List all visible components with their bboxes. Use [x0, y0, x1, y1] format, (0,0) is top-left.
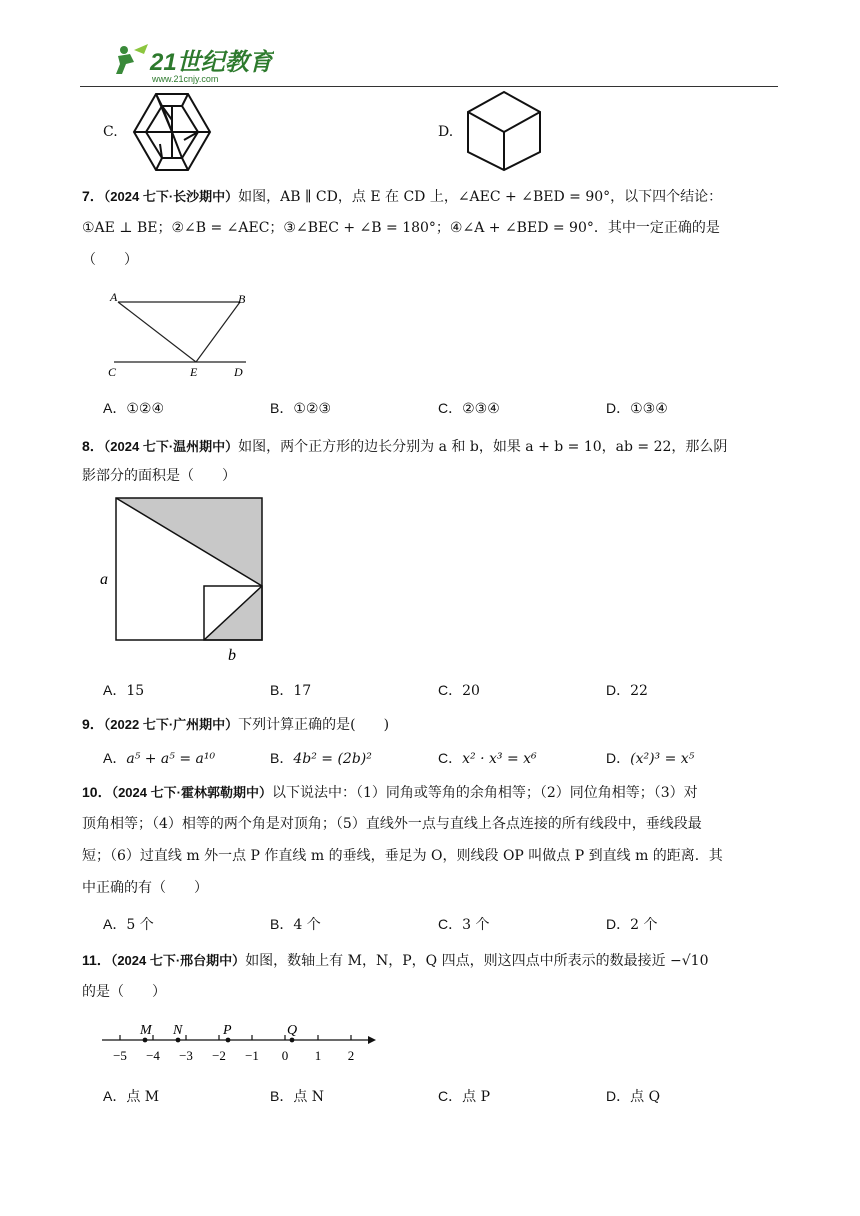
q10-option-c-text: 3 个 — [462, 917, 490, 933]
q8-label-b: b — [228, 647, 236, 664]
page-header — [80, 38, 780, 88]
q10-option-a-label: A． — [103, 916, 127, 932]
q7-label-a: A — [110, 290, 118, 304]
q10-option-a — [103, 914, 154, 935]
q9-option-c-label: C． — [438, 750, 463, 766]
q10-stem-1: 以下说法中：（1）同角或等角的余角相等；（2）同位角相等；（3）对 — [271, 785, 698, 801]
q11-number: 11． — [82, 952, 111, 968]
q8-option-b-label: B． — [270, 682, 294, 698]
q7-option-c-text: ②③④ — [462, 401, 500, 417]
q11-point-n — [176, 1038, 181, 1043]
q7-option-b-text: ①②③ — [293, 401, 331, 417]
q7-option-a-label: A． — [103, 400, 127, 416]
q7-label-d: D — [234, 365, 243, 379]
q8-option-a-label: A． — [103, 682, 127, 698]
q7-option-d-text: ①③④ — [630, 401, 668, 417]
q6-option-c-label: C. — [103, 124, 118, 140]
q6-option-d-label: D. — [438, 124, 454, 140]
q8-option-c — [438, 680, 480, 701]
q11-option-a — [103, 1086, 159, 1107]
q11-tick-neg2: −2 — [212, 1048, 226, 1063]
q11-label-p: P — [223, 1023, 232, 1038]
q8-option-c-label: C． — [438, 682, 463, 698]
q9-option-d-text: (x²)³ = x⁵ — [630, 751, 695, 767]
q10-option-d-label: D． — [606, 916, 631, 932]
q9-option-b-text: 4b² = (2b)² — [293, 751, 372, 767]
q11-option-d-label: D． — [606, 1088, 631, 1104]
q10-source: （2024 七下·霍林郭勒期中） — [111, 785, 272, 800]
q10-option-c — [438, 914, 489, 935]
q10-option-a-text: 5 个 — [126, 917, 154, 933]
q10-option-d — [606, 914, 657, 935]
q11-label-n: N — [173, 1023, 183, 1038]
q8-option-b-text: 17 — [293, 683, 312, 699]
q9-option-b-label: B． — [270, 750, 294, 766]
q11-tick-neg3: −3 — [179, 1048, 193, 1063]
logo-icon — [104, 40, 274, 86]
q11-option-b-label: B． — [270, 1088, 294, 1104]
q7-option-a — [103, 398, 164, 419]
q11-option-d — [606, 1086, 660, 1107]
q11-option-b-text: 点 N — [293, 1089, 325, 1105]
q11-label-m: M — [140, 1023, 152, 1038]
q11-option-c-text: 点 P — [462, 1089, 490, 1105]
q7-stem-3: （ ） — [82, 252, 138, 268]
q7-line-1 — [82, 186, 722, 207]
q10-number: 10． — [82, 784, 112, 800]
q11-option-a-text: 点 M — [126, 1089, 160, 1105]
q8-figure — [96, 494, 272, 666]
q9-option-c — [438, 748, 537, 769]
q7-source: （2024 七下·长沙期中） — [103, 189, 239, 204]
q11-tick-neg5: −5 — [113, 1048, 127, 1063]
q9-option-d — [606, 748, 694, 769]
q6-option-c-figure — [132, 92, 212, 172]
q7-option-d — [606, 398, 668, 419]
q11-point-q — [290, 1038, 295, 1043]
q10-option-d-text: 2 个 — [630, 917, 658, 933]
q8-stem-1: 如图，两个正方形的边长分别为 a 和 b，如果 a + b = 10，ab = 22，那么阴 — [238, 439, 728, 455]
q7-stem-2: ①AE ⊥ BE；②∠B = ∠AEC；③∠BEC + ∠B = 180°；④∠A + ∠BED = 90°．其中一定正确的是 — [82, 220, 720, 236]
q8-number: 8． — [82, 438, 104, 454]
q10-stem-4: 中正确的有（ ） — [82, 880, 208, 896]
q11-number-line — [96, 1016, 386, 1068]
q9-option-d-label: D． — [606, 750, 631, 766]
q8-option-d-label: D． — [606, 682, 631, 698]
q9-line-1 — [82, 714, 389, 735]
q7-number: 7． — [82, 188, 104, 204]
q10-option-c-label: C． — [438, 916, 463, 932]
q7-option-c — [438, 398, 500, 419]
q8-option-d-text: 22 — [630, 683, 648, 699]
q7-figure — [104, 290, 254, 382]
q8-line-1 — [82, 436, 727, 457]
logo-sub-text: www.21cnjy.com — [152, 74, 219, 84]
q10-stem-2: 顶角相等；（4）相等的两个角是对顶角；（5）直线外一点与直线上各点连接的所有线段中，垂线段最 — [82, 816, 702, 832]
q11-point-m — [143, 1038, 148, 1043]
q11-option-c-label: C． — [438, 1088, 463, 1104]
q11-label-q: Q — [287, 1023, 298, 1038]
q8-option-a — [103, 680, 144, 701]
q11-option-d-text: 点 Q — [630, 1089, 661, 1105]
logo-main-text: 21世纪教育 — [150, 49, 273, 76]
q9-number: 9． — [82, 716, 104, 732]
q9-option-a — [103, 748, 215, 769]
q9-option-b — [270, 748, 372, 769]
q11-option-a-label: A． — [103, 1088, 127, 1104]
q11-option-c — [438, 1086, 490, 1107]
q7-option-c-label: C． — [438, 400, 463, 416]
q11-option-b — [270, 1086, 324, 1107]
q7-option-b-label: B． — [270, 400, 294, 416]
q10-option-b-label: B． — [270, 916, 294, 932]
q10-option-b — [270, 914, 321, 935]
q8-stem-2: 影部分的面积是（ ） — [82, 468, 236, 484]
q7-option-a-text: ①②④ — [126, 401, 164, 417]
q11-tick-2: 2 — [347, 1048, 355, 1063]
q9-option-c-text: x² · x³ = x⁶ — [462, 751, 537, 767]
q9-stem-1: 下列计算正确的是( ) — [238, 717, 390, 733]
q7-label-e: E — [190, 365, 198, 379]
q7-option-d-label: D． — [606, 400, 631, 416]
q11-line-1 — [82, 950, 709, 971]
q8-option-c-text: 20 — [462, 683, 480, 699]
q10-line-1 — [82, 782, 698, 803]
q8-option-a-text: 15 — [126, 683, 145, 699]
q11-stem-1: 如图，数轴上有 M，N，P，Q 四点，则这四点中所表示的数最接近 −√10 — [245, 953, 709, 969]
q11-source: （2024 七下·邢台期中） — [110, 953, 246, 968]
q11-point-p — [226, 1038, 231, 1043]
q11-tick-1: 1 — [314, 1048, 322, 1063]
q10-stem-3: 短；（6）过直线 m 外一点 P 作直线 m 的垂线，垂足为 O，则线段 OP 叫做点 P 到直线 m 的距离．其 — [82, 848, 723, 864]
q8-option-b — [270, 680, 311, 701]
q11-stem-2: 的是（ ） — [82, 984, 166, 1000]
q7-option-b — [270, 398, 331, 419]
q11-tick-neg4: −4 — [146, 1048, 160, 1063]
q7-stem-1: 如图，AB ∥ CD，点 E 在 CD 上，∠AEC + ∠BED = 90°，以下四个结论： — [238, 189, 723, 205]
q7-label-c: C — [108, 365, 117, 379]
q9-option-a-text: a⁵ + a⁵ = a¹⁰ — [126, 751, 216, 767]
q11-tick-0: 0 — [281, 1048, 289, 1063]
q9-option-a-label: A． — [103, 750, 127, 766]
q8-label-a: a — [100, 571, 108, 588]
q8-source: （2024 七下·温州期中） — [103, 439, 239, 454]
q10-option-b-text: 4 个 — [293, 917, 321, 933]
header-divider — [80, 86, 778, 87]
q11-tick-neg1: −1 — [245, 1048, 259, 1063]
q8-option-d — [606, 680, 648, 701]
q9-source: （2022 七下·广州期中） — [103, 717, 239, 732]
q6-option-d-figure — [468, 92, 540, 170]
q7-label-b: B — [238, 292, 246, 306]
